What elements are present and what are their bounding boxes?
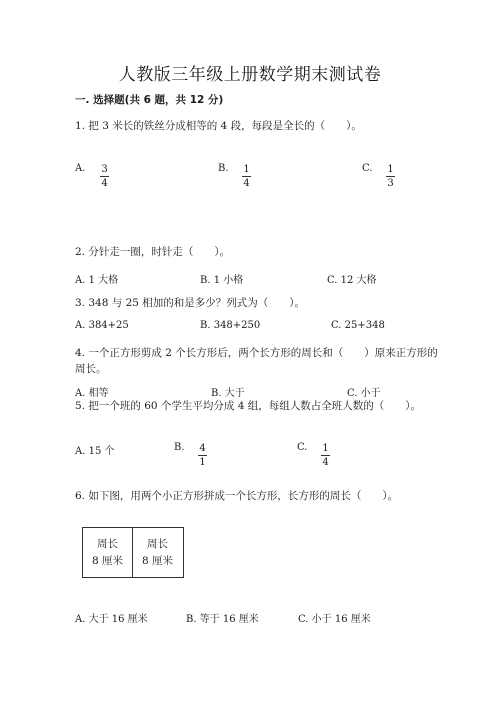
- q4-option-a[interactable]: A. 相等: [75, 388, 109, 399]
- rectangle-figure: [82, 527, 184, 578]
- q5-option-c[interactable]: [297, 442, 307, 453]
- fraction-bar: [386, 176, 395, 177]
- denominator: 4: [322, 457, 329, 468]
- q4-option-c[interactable]: C. 小于: [347, 388, 381, 399]
- q5-option-b[interactable]: [174, 442, 185, 453]
- option-label: C.: [297, 442, 308, 453]
- section-heading: 一. 选择题(共 6 题，共 12 分): [75, 94, 224, 106]
- q1-option-a[interactable]: [75, 163, 85, 174]
- q5-option-c-fraction: [321, 436, 330, 468]
- question-6-text: 6. 如下图，用两个小正方形拼成一个长方形，长方形的周长（ ）。: [75, 490, 399, 502]
- q5-option-a[interactable]: A. 15 个: [75, 446, 115, 457]
- option-label: A.: [75, 163, 86, 174]
- fraction-bar: [198, 455, 207, 456]
- q6-option-c[interactable]: C. 小于 16 厘米: [298, 614, 371, 625]
- denominator: 3: [387, 178, 394, 189]
- q2-option-c[interactable]: C. 12 大格: [327, 275, 377, 286]
- numerator: 4: [199, 443, 206, 454]
- left-square: [83, 536, 132, 570]
- numerator: 1: [243, 164, 250, 175]
- numerator: 3: [101, 164, 108, 175]
- q6-option-a[interactable]: A. 大于 16 厘米: [75, 614, 148, 625]
- question-4-text-line2: 周长。: [75, 363, 107, 375]
- q1-option-a-fraction: [100, 157, 109, 189]
- right-square-line2: 8 厘米: [141, 555, 174, 567]
- denominator: 4: [243, 178, 250, 189]
- option-label: B.: [218, 163, 229, 174]
- fraction-bar: [321, 455, 330, 456]
- left-square-line1: 周长: [97, 538, 118, 550]
- fraction-bar: [100, 176, 109, 177]
- q3-option-a[interactable]: A. 384+25: [75, 320, 129, 331]
- question-3-text: 3. 348 与 25 相加的和是多少？列式为（ ）。: [75, 297, 306, 309]
- q1-option-c-fraction: [386, 157, 395, 189]
- q2-option-b[interactable]: B. 1 小格: [200, 275, 244, 286]
- q3-option-b[interactable]: B. 348+250: [200, 320, 261, 331]
- q1-option-c[interactable]: [362, 163, 372, 174]
- question-2-text: 2. 分针走一圈，时针走（ ）。: [75, 246, 231, 258]
- q1-option-b-fraction: [242, 157, 251, 189]
- numerator: 1: [387, 164, 394, 175]
- q3-option-c[interactable]: C. 25+348: [331, 320, 385, 331]
- denominator: 4: [101, 178, 108, 189]
- option-label: B.: [174, 442, 185, 453]
- denominator: 1: [199, 457, 206, 468]
- right-square: [133, 536, 182, 570]
- left-square-line2: 8 厘米: [91, 555, 124, 567]
- q1-option-b[interactable]: [218, 163, 229, 174]
- option-label: C.: [362, 163, 373, 174]
- numerator: 1: [322, 443, 329, 454]
- question-1-text: 1. 把 3 米长的铁丝分成相等的 4 段，每段是全长的（ ）。: [75, 120, 362, 132]
- q5-option-b-fraction: [198, 436, 207, 468]
- q2-option-a[interactable]: A. 1 大格: [75, 275, 119, 286]
- right-square-line1: 周长: [147, 538, 168, 550]
- question-4-text-line1: 4. 一个正方形剪成 2 个长方形后，两个长方形的周长和（ ）原来正方形的: [75, 347, 438, 359]
- page-title: 人教版三年级上册数学期末测试卷: [118, 65, 382, 85]
- fraction-bar: [242, 176, 251, 177]
- question-5-text: 5. 把一个班的 60 个学生平均分成 4 组，每组人数占全班人数的（ ）。: [75, 400, 421, 412]
- q6-option-b[interactable]: B. 等于 16 厘米: [186, 614, 259, 625]
- q4-option-b[interactable]: B. 大于: [211, 388, 245, 399]
